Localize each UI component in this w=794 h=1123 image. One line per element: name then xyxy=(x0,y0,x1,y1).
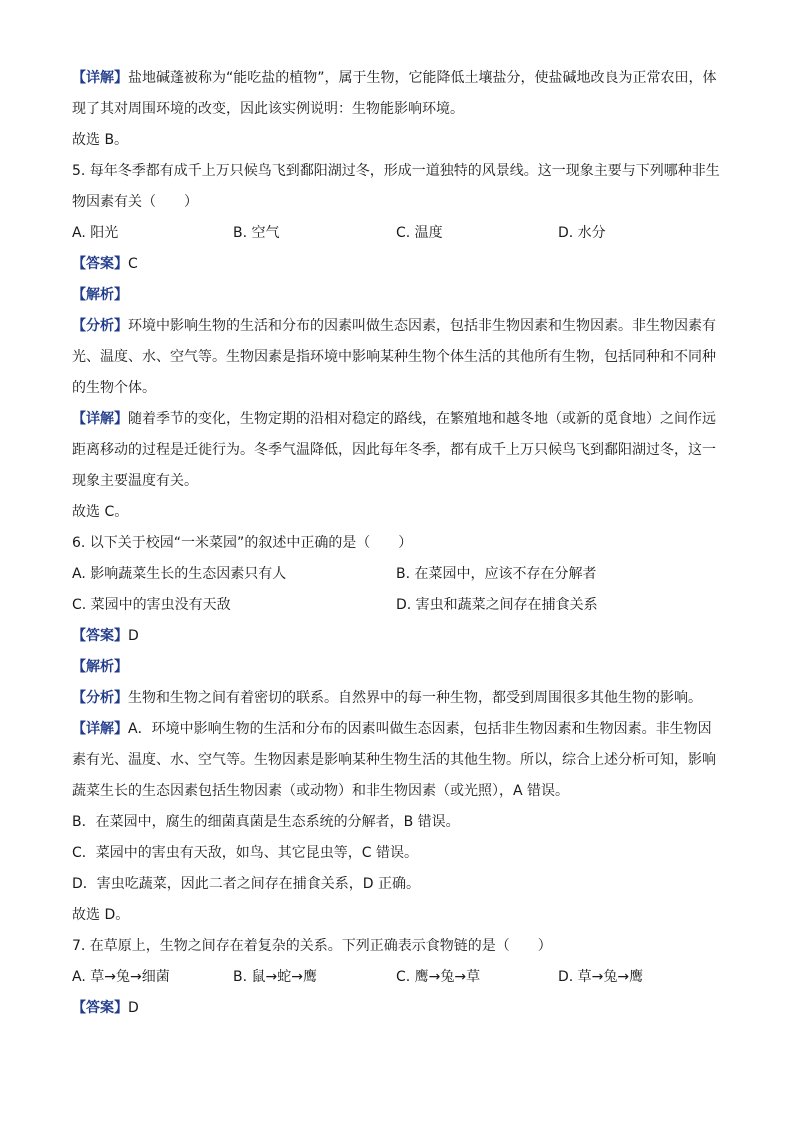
q5-option-b: B. 空气 xyxy=(233,225,280,241)
q7-answer xyxy=(72,998,139,1018)
q5-answer xyxy=(72,254,138,274)
q7-option-d: D. 草→兔→鹰 xyxy=(558,969,644,985)
q7-option-b: B. 鼠→蛇→鹰 xyxy=(233,969,317,985)
q6-detail-text-1: A．环境中影响生物的生活和分布的因素叫做生态因素，包括非生物因素和生物因素。非生物因 xyxy=(128,721,712,737)
q6-stem: 6. 以下关于校园“一米菜园”的叙述中正确的是（ ） xyxy=(72,535,413,551)
detail-tag: 【详解】 xyxy=(72,411,128,427)
answer-tag: 【答案】 xyxy=(72,1000,128,1016)
fenxi-tag: 【分析】 xyxy=(72,318,128,334)
q6-detail-line-3: 蔬菜生长的生态因素包括生物因素（或动物）和非生物因素（或光照），A 错误。 xyxy=(72,783,570,799)
q6-detail-c: C．菜园中的害虫有天敌，如鸟、其它昆虫等，C 错误。 xyxy=(72,845,418,861)
q6-detail-line-2: 素有光、温度、水、空气等。生物因素是影响某种生物生活的其他生物。所以，综合上述分析可知，影响 xyxy=(72,752,716,768)
q5-option-c: C. 温度 xyxy=(396,225,443,241)
answer-tag: 【答案】 xyxy=(72,628,128,644)
q5-detail-line-2: 距离移动的过程是迁徙行为。冬季气温降低，因此每年冬季，都有成千上万只候鸟飞到鄱阳湖过冬，这一 xyxy=(72,442,716,458)
q7-option-c: C. 鹰→兔→草 xyxy=(396,969,481,985)
prev-detail-text-1: 盐地碱蓬被称为“能吃盐的植物”，属于生物，它能降低土壤盐分，使盐碱地改良为正常农田，体 xyxy=(128,70,717,86)
q5-stem-line-1: 5. 每年冬季都有成千上万只候鸟飞到鄱阳湖过冬，形成一道独特的风景线。这一现象主要与下列哪种非生 xyxy=(72,163,720,179)
q5-option-d: D. 水分 xyxy=(558,225,606,241)
q5-detail-line-3: 现象主要温度有关。 xyxy=(72,473,198,489)
q5-stem-line-2: 物因素有关（ ） xyxy=(72,194,198,210)
q5-detail-text-1: 随着季节的变化，生物定期的沿相对稳定的路线，在繁殖地和越冬地（或新的觅食地）之间作远 xyxy=(128,411,716,427)
q7-option-a: A. 草→兔→细菌 xyxy=(72,969,170,985)
answer-tag: 【答案】 xyxy=(72,256,128,272)
q5-fenxi-line-1 xyxy=(72,316,716,336)
q6-detail-d: D．害虫吃蔬菜，因此二者之间存在捕食关系，D 正确。 xyxy=(72,876,421,892)
q5-answer-value: C xyxy=(128,256,138,272)
q6-choose: 故选 D。 xyxy=(72,907,130,923)
prev-choose: 故选 B。 xyxy=(72,132,129,148)
q6-fenxi-line xyxy=(72,688,702,708)
q5-choose: 故选 C。 xyxy=(72,504,129,520)
q6-option-b: B. 在菜园中，应该不存在分解者 xyxy=(396,566,597,582)
detail-tag: 【详解】 xyxy=(72,721,128,737)
q6-answer xyxy=(72,626,139,646)
q6-analysis-heading xyxy=(72,657,128,677)
q7-answer-value: D xyxy=(128,1000,139,1016)
q5-fenxi-line-2: 光、温度、水、空气等。生物因素是指环境中影响某种生物个体生活的其他所有生物，包括同种和不同种 xyxy=(72,349,716,365)
q6-answer-value: D xyxy=(128,628,139,644)
fenxi-tag: 【分析】 xyxy=(72,690,128,706)
prev-detail-line-2: 现了其对周围环境的改变，因此该实例说明：生物能影响环境。 xyxy=(72,101,464,117)
detail-tag: 【详解】 xyxy=(72,70,128,86)
q6-fenxi-text: 生物和生物之间有着密切的联系。自然界中的每一种生物，都受到周围很多其他生物的影响。 xyxy=(128,690,702,706)
q6-option-a: A. 影响蔬菜生长的生态因素只有人 xyxy=(72,566,287,582)
prev-detail-line-1 xyxy=(72,68,717,88)
q6-option-c: C. 菜园中的害虫没有天敌 xyxy=(72,597,231,613)
q5-detail-line-1 xyxy=(72,409,716,429)
q5-fenxi-line-3: 的生物个体。 xyxy=(72,380,156,396)
q5-analysis-heading xyxy=(72,285,128,305)
analysis-tag: 【解析】 xyxy=(72,287,128,303)
q5-fenxi-text-1: 环境中影响生物的生活和分布的因素叫做生态因素，包括非生物因素和生物因素。非生物因素有 xyxy=(128,318,716,334)
q5-option-a: A. 阳光 xyxy=(72,225,119,241)
q7-stem: 7. 在草原上，生物之间存在着复杂的关系。下列正确表示食物链的是（ ） xyxy=(72,938,552,954)
q6-option-d: D. 害虫和蔬菜之间存在捕食关系 xyxy=(396,597,598,613)
q6-detail-b: B．在菜园中，腐生的细菌真菌是生态系统的分解者，B 错误。 xyxy=(72,814,460,830)
analysis-tag: 【解析】 xyxy=(72,659,128,675)
q6-detail-line-1 xyxy=(72,719,712,739)
